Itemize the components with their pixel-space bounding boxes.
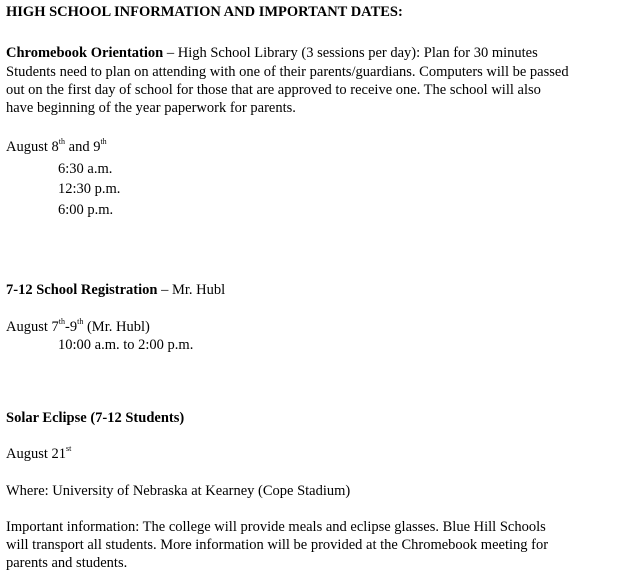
orientation-line-2: out on the first day of school for those that are approved to receive one. The school will also [6, 82, 541, 98]
eclipse-info-line-3: parents and students. [6, 555, 128, 571]
registration-date-sup2: th [77, 317, 84, 327]
orientation-date-mid: and 9 [65, 139, 101, 155]
orientation-time-1: 6:30 a.m. [58, 161, 113, 177]
registration-date-suffix: (Mr. Hubl) [83, 319, 150, 335]
eclipse-date-sup: st [66, 444, 72, 454]
page-heading: HIGH SCHOOL INFORMATION AND IMPORTANT DATES: [6, 4, 403, 20]
eclipse-date [6, 445, 71, 463]
registration-date [6, 318, 150, 336]
orientation-date-prefix: August 8 [6, 139, 59, 155]
orientation-line-1: Students need to plan on attending with one of their parents/guardians. Computers will be passed [6, 64, 569, 80]
registration-date-sup1: th [58, 317, 66, 327]
eclipse-title: Solar Eclipse (7-12 Students) [6, 410, 185, 426]
registration-title-line [6, 281, 225, 299]
orientation-date [6, 138, 107, 156]
orientation-line-3: have beginning of the year paperwork for parents. [6, 100, 296, 116]
orientation-title: Chromebook Orientation [6, 45, 164, 61]
registration-date-mid: -9 [65, 319, 78, 335]
orientation-date-sup2: th [100, 137, 107, 147]
orientation-date-sup1: th [58, 137, 66, 147]
orientation-title-rest: – High School Library (3 sessions per day): Plan for 30 minutes [163, 45, 538, 61]
registration-title: 7-12 School Registration [6, 282, 158, 298]
eclipse-info-line-1: Important information: The college will provide meals and eclipse glasses. Blue Hill Schools [6, 519, 546, 535]
eclipse-date-prefix: August 21 [6, 446, 67, 462]
orientation-title-line [6, 44, 538, 62]
orientation-time-3: 6:00 p.m. [58, 202, 114, 218]
eclipse-info-line-2: will transport all students. More information will be provided at the Chromebook meeting for [6, 537, 549, 553]
orientation-time-2: 12:30 p.m. [58, 181, 121, 197]
registration-time: 10:00 a.m. to 2:00 p.m. [58, 337, 194, 353]
registration-date-prefix: August 7 [6, 319, 59, 335]
eclipse-where: Where: University of Nebraska at Kearney (Cope Stadium) [6, 483, 351, 499]
registration-title-rest: – Mr. Hubl [157, 282, 226, 298]
